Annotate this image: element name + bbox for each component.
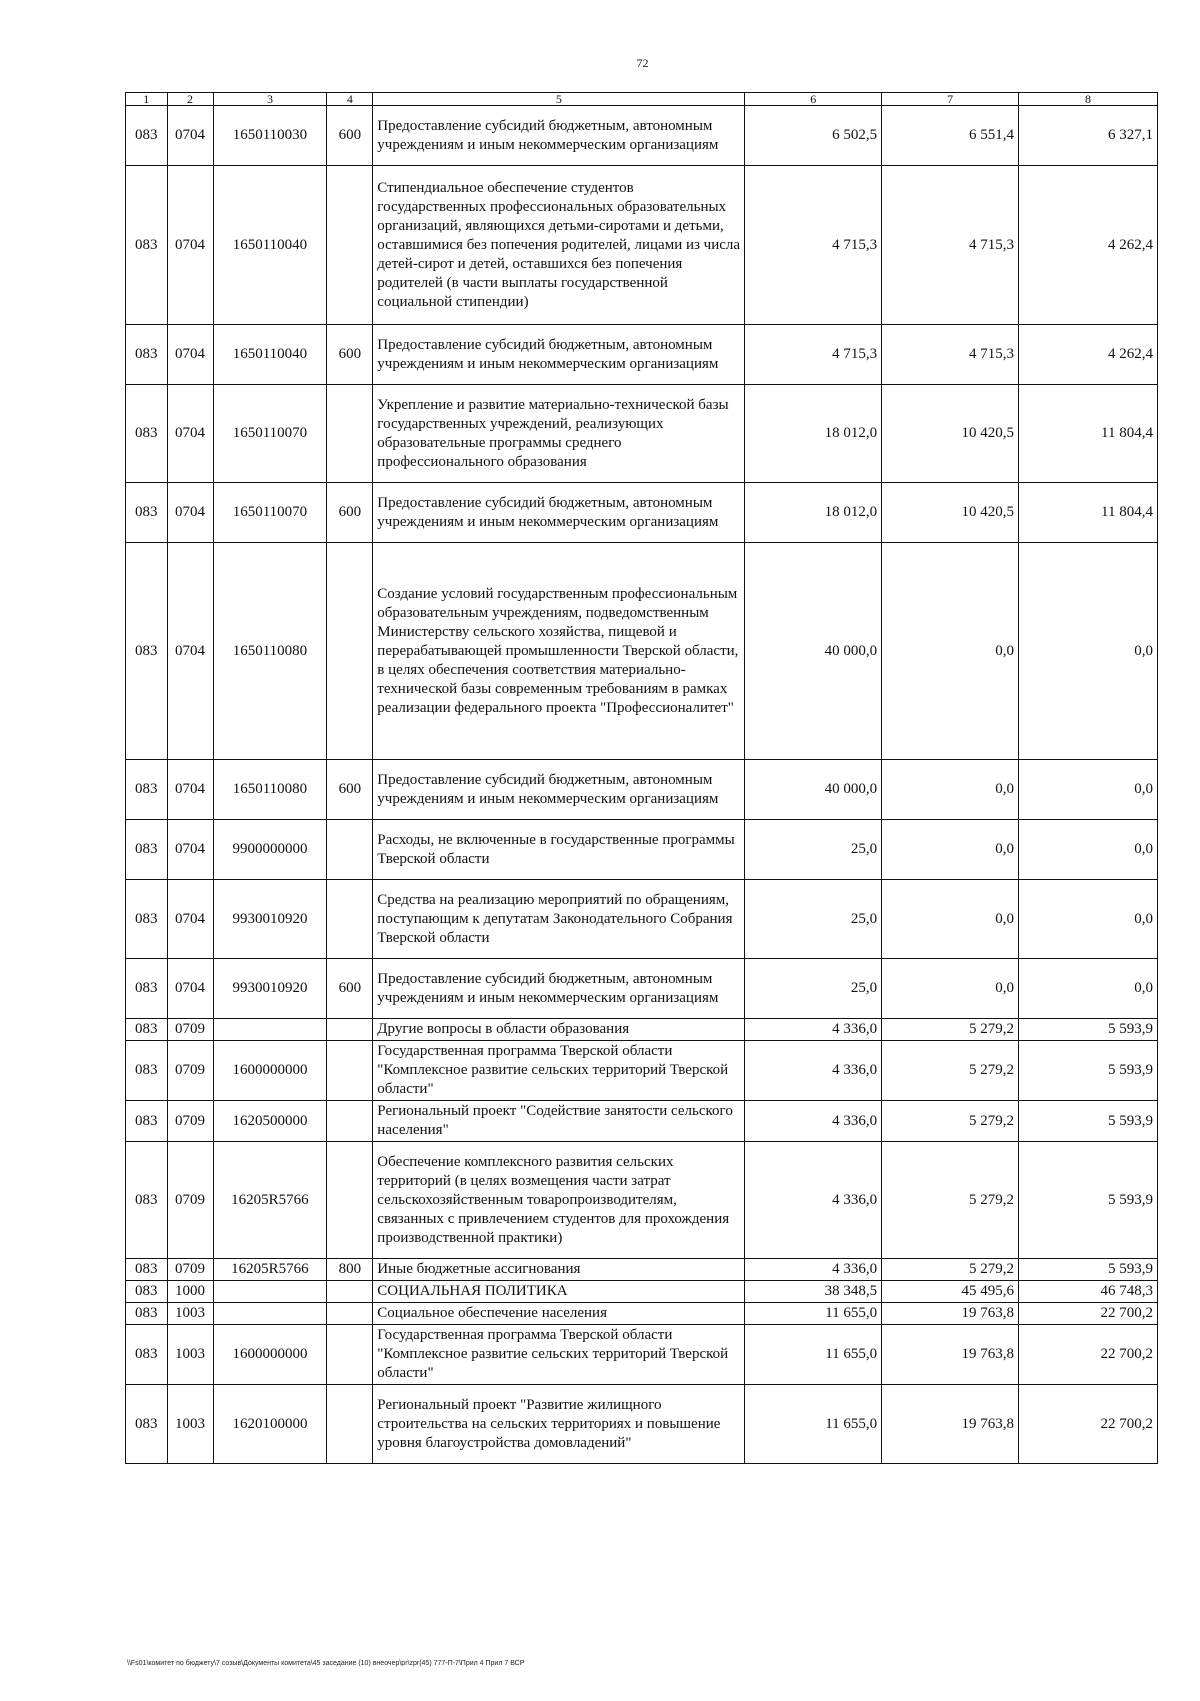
amount-col6: 38 348,5 [745,1281,882,1303]
amount-col6: 4 336,0 [745,1041,882,1101]
target-article-code: 1600000000 [213,1041,327,1101]
budget-admin-code: 083 [126,959,168,1019]
target-article-code: 1620100000 [213,1385,327,1464]
amount-col8: 5 593,9 [1018,1101,1157,1142]
amount-col8: 11 804,4 [1018,483,1157,543]
amount-col7: 19 763,8 [882,1325,1019,1385]
table-row [126,760,1158,820]
page-number: 72 [636,56,649,70]
expense-type-code: 600 [327,760,373,820]
amount-col6: 25,0 [745,820,882,880]
section-code: 0704 [167,166,213,325]
table-row [126,820,1158,880]
section-code: 1003 [167,1303,213,1325]
target-article-code: 1650110030 [213,106,327,166]
section-code: 0704 [167,385,213,483]
table-row [126,1101,1158,1142]
budget-admin-code: 083 [126,1325,168,1385]
amount-col8: 6 327,1 [1018,106,1157,166]
target-article-code: 9930010920 [213,880,327,959]
target-article-code [213,1281,327,1303]
table-row [126,1385,1158,1464]
expense-type-code [327,1385,373,1464]
amount-col8: 5 593,9 [1018,1259,1157,1281]
expense-type-code: 800 [327,1259,373,1281]
amount-col7: 0,0 [882,543,1019,760]
amount-col7: 5 279,2 [882,1259,1019,1281]
amount-col6: 40 000,0 [745,760,882,820]
amount-col6: 11 655,0 [745,1385,882,1464]
budget-admin-code: 083 [126,820,168,880]
table-row [126,106,1158,166]
target-article-code: 16205R5766 [213,1142,327,1259]
target-article-code: 1600000000 [213,1325,327,1385]
target-article-code [213,1019,327,1041]
amount-col6: 18 012,0 [745,385,882,483]
target-article-code [213,1303,327,1325]
budget-admin-code: 083 [126,1385,168,1464]
expense-type-code: 600 [327,483,373,543]
budget-admin-code: 083 [126,1101,168,1142]
amount-col7: 45 495,6 [882,1281,1019,1303]
column-header: 7 [882,93,1019,106]
amount-col7: 0,0 [882,880,1019,959]
budget-admin-code: 083 [126,543,168,760]
target-article-code: 1650110080 [213,543,327,760]
expense-type-code [327,1019,373,1041]
row-description: Другие вопросы в области образования [373,1019,745,1041]
table-row [126,1142,1158,1259]
expense-type-code [327,543,373,760]
expense-type-code: 600 [327,325,373,385]
expense-type-code [327,1303,373,1325]
budget-admin-code: 083 [126,325,168,385]
amount-col7: 10 420,5 [882,385,1019,483]
header-row [126,93,1158,106]
section-code: 0709 [167,1142,213,1259]
section-code: 0704 [167,106,213,166]
row-description: СОЦИАЛЬНАЯ ПОЛИТИКА [373,1281,745,1303]
amount-col8: 22 700,2 [1018,1385,1157,1464]
section-code: 0704 [167,325,213,385]
amount-col8: 46 748,3 [1018,1281,1157,1303]
budget-admin-code: 083 [126,1259,168,1281]
row-description: Предоставление субсидий бюджетным, автономным учреждениям и иным некоммерческим организациям [373,106,745,166]
budget-admin-code: 083 [126,483,168,543]
target-article-code: 1620500000 [213,1101,327,1142]
section-code: 1000 [167,1281,213,1303]
expense-type-code [327,1142,373,1259]
column-header: 5 [373,93,745,106]
expense-type-code [327,820,373,880]
budget-admin-code: 083 [126,106,168,166]
expense-type-code [327,1101,373,1142]
amount-col6: 11 655,0 [745,1325,882,1385]
footer-file-path: \\Fs01\комитет по бюджету\7 созыв\Документы комитета\45 заседание (10) внеочер\pr\zpr(45) 777-П-7\Прил 4 Прил 7 ВСР [127,1660,525,1667]
table-row [126,880,1158,959]
row-description: Предоставление субсидий бюджетным, автономным учреждениям и иным некоммерческим организациям [373,959,745,1019]
column-header: 4 [327,93,373,106]
amount-col8: 0,0 [1018,760,1157,820]
section-code: 0704 [167,959,213,1019]
table-row [126,959,1158,1019]
row-description: Социальное обеспечение населения [373,1303,745,1325]
budget-admin-code: 083 [126,1142,168,1259]
amount-col8: 0,0 [1018,543,1157,760]
expense-type-code [327,1281,373,1303]
table-row [126,1325,1158,1385]
column-header: 2 [167,93,213,106]
amount-col6: 25,0 [745,959,882,1019]
row-description: Обеспечение комплексного развития сельских территорий (в целях возмещения части затрат сельскохозяйственным товаропроизводителям, связанных с привлечением студентов для прохождения производственной практики) [373,1142,745,1259]
section-code: 0704 [167,543,213,760]
expense-type-code: 600 [327,959,373,1019]
budget-admin-code: 083 [126,1019,168,1041]
expense-type-code [327,1325,373,1385]
amount-col7: 19 763,8 [882,1385,1019,1464]
amount-col7: 5 279,2 [882,1019,1019,1041]
amount-col7: 19 763,8 [882,1303,1019,1325]
amount-col6: 25,0 [745,880,882,959]
table-row [126,1281,1158,1303]
section-code: 0709 [167,1259,213,1281]
expense-type-code: 600 [327,106,373,166]
table-row [126,385,1158,483]
amount-col6: 18 012,0 [745,483,882,543]
section-code: 0709 [167,1041,213,1101]
amount-col8: 0,0 [1018,820,1157,880]
section-code: 0709 [167,1101,213,1142]
row-description: Иные бюджетные ассигнования [373,1259,745,1281]
amount-col6: 40 000,0 [745,543,882,760]
amount-col8: 5 593,9 [1018,1142,1157,1259]
amount-col6: 4 336,0 [745,1142,882,1259]
target-article-code: 1650110040 [213,325,327,385]
amount-col8: 0,0 [1018,880,1157,959]
amount-col6: 4 336,0 [745,1019,882,1041]
amount-col6: 11 655,0 [745,1303,882,1325]
budget-admin-code: 083 [126,385,168,483]
section-code: 0704 [167,760,213,820]
column-header: 3 [213,93,327,106]
section-code: 0704 [167,483,213,543]
amount-col7: 5 279,2 [882,1142,1019,1259]
target-article-code: 1650110070 [213,385,327,483]
budget-table [125,92,1158,1464]
budget-admin-code: 083 [126,166,168,325]
table-row [126,1041,1158,1101]
amount-col8: 0,0 [1018,959,1157,1019]
row-description: Государственная программа Тверской области "Комплексное развитие сельских территорий Тверской области" [373,1041,745,1101]
amount-col8: 5 593,9 [1018,1019,1157,1041]
amount-col7: 5 279,2 [882,1041,1019,1101]
amount-col6: 4 336,0 [745,1259,882,1281]
section-code: 0709 [167,1019,213,1041]
amount-col7: 0,0 [882,959,1019,1019]
amount-col8: 22 700,2 [1018,1303,1157,1325]
table-row [126,1259,1158,1281]
row-description: Стипендиальное обеспечение студентов государственных профессиональных образовательных организаций, являющихся детьми-сиротами и детьми, оставшимися без попечения родителей, лицами из числа детей-сирот и детей, оставшихся без попечения родителей (в части выплаты государственной социальной стипендии) [373,166,745,325]
expense-type-code [327,880,373,959]
row-description: Региональный проект "Развитие жилищного строительства на сельских территориях и повышение уровня благоустройства домовладений" [373,1385,745,1464]
section-code: 0704 [167,820,213,880]
target-article-code: 1650110040 [213,166,327,325]
amount-col7: 10 420,5 [882,483,1019,543]
row-description: Предоставление субсидий бюджетным, автономным учреждениям и иным некоммерческим организациям [373,760,745,820]
budget-admin-code: 083 [126,760,168,820]
row-description: Предоставление субсидий бюджетным, автономным учреждениям и иным некоммерческим организациям [373,483,745,543]
table-row [126,1303,1158,1325]
row-description: Государственная программа Тверской области "Комплексное развитие сельских территорий Тверской области" [373,1325,745,1385]
amount-col7: 5 279,2 [882,1101,1019,1142]
amount-col7: 6 551,4 [882,106,1019,166]
amount-col6: 4 715,3 [745,166,882,325]
expense-type-code [327,1041,373,1101]
row-description: Региональный проект "Содействие занятости сельского населения" [373,1101,745,1142]
table-row [126,483,1158,543]
amount-col6: 6 502,5 [745,106,882,166]
amount-col8: 11 804,4 [1018,385,1157,483]
amount-col7: 4 715,3 [882,325,1019,385]
amount-col7: 4 715,3 [882,166,1019,325]
column-header: 6 [745,93,882,106]
amount-col7: 0,0 [882,760,1019,820]
row-description: Средства на реализацию мероприятий по обращениям, поступающим к депутатам Законодательного Собрания Тверской области [373,880,745,959]
target-article-code: 1650110080 [213,760,327,820]
amount-col6: 4 715,3 [745,325,882,385]
section-code: 1003 [167,1385,213,1464]
amount-col8: 4 262,4 [1018,325,1157,385]
target-article-code: 9930010920 [213,959,327,1019]
budget-admin-code: 083 [126,1041,168,1101]
table-row [126,325,1158,385]
table-row [126,166,1158,325]
row-description: Создание условий государственным профессиональным образовательным учреждениям, подведомственным Министерству сельского хозяйства, пищевой и перерабатывающей промышленности Тверской области, в целях обеспечения соответствия материально-технической базы современным требованиям в рамках реализации федерального проекта "Профессионалитет" [373,543,745,760]
amount-col7: 0,0 [882,820,1019,880]
expense-type-code [327,166,373,325]
table-row [126,543,1158,760]
section-code: 1003 [167,1325,213,1385]
amount-col8: 4 262,4 [1018,166,1157,325]
column-header: 1 [126,93,168,106]
amount-col8: 22 700,2 [1018,1325,1157,1385]
target-article-code: 16205R5766 [213,1259,327,1281]
section-code: 0704 [167,880,213,959]
expense-type-code [327,385,373,483]
column-header: 8 [1018,93,1157,106]
row-description: Предоставление субсидий бюджетным, автономным учреждениям и иным некоммерческим организациям [373,325,745,385]
row-description: Укрепление и развитие материально-технической базы государственных учреждений, реализующих образовательные программы среднего профессионального образования [373,385,745,483]
amount-col6: 4 336,0 [745,1101,882,1142]
target-article-code: 9900000000 [213,820,327,880]
table-row [126,1019,1158,1041]
amount-col8: 5 593,9 [1018,1041,1157,1101]
target-article-code: 1650110070 [213,483,327,543]
budget-admin-code: 083 [126,1281,168,1303]
budget-admin-code: 083 [126,1303,168,1325]
budget-admin-code: 083 [126,880,168,959]
row-description: Расходы, не включенные в государственные программы Тверской области [373,820,745,880]
